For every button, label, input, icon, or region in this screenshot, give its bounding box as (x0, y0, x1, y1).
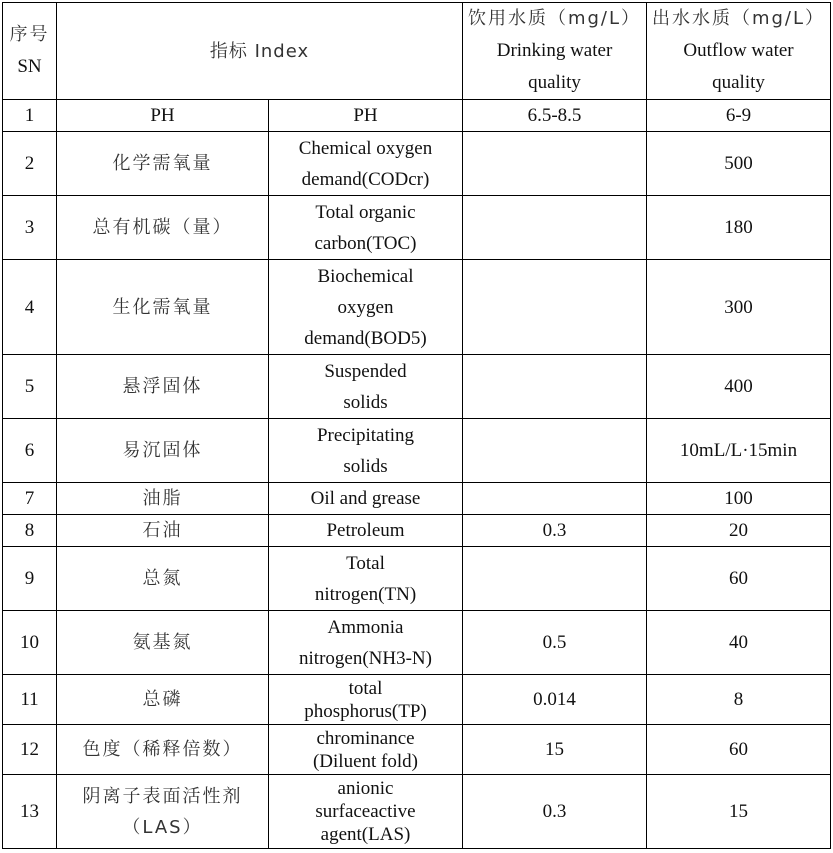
row-drinking: 0.5 (463, 611, 647, 675)
row-index-en-line: Chemical oxygen (298, 137, 433, 159)
row-index-zh: 色度（稀释倍数） (57, 725, 269, 775)
row-index-zh-line: （LAS） (122, 816, 203, 838)
row-index-en-line: Biochemical (317, 265, 414, 287)
row-index-en (269, 196, 463, 260)
table-row (3, 355, 831, 419)
row-sn: 2 (3, 132, 57, 196)
table-row (3, 419, 831, 483)
row-index-en-line: demand(CODcr) (301, 168, 430, 190)
row-index-en-line: solids (343, 455, 388, 477)
row-index-en (269, 260, 463, 355)
row-index-zh: 悬浮固体 (57, 355, 269, 419)
row-outflow: 10mL/L·15min (647, 419, 831, 483)
row-sn: 13 (3, 775, 57, 849)
row-index-zh (57, 775, 269, 849)
table-row (3, 547, 831, 611)
row-index-en (269, 419, 463, 483)
row-sn: 7 (3, 483, 57, 515)
row-drinking: 0.3 (463, 515, 647, 547)
row-outflow: 60 (647, 725, 831, 775)
row-index-en-line: Petroleum (326, 520, 405, 541)
header-drinking-en2: quality (528, 72, 581, 93)
row-outflow: 180 (647, 196, 831, 260)
row-outflow: 60 (647, 547, 831, 611)
header-outflow (647, 3, 831, 100)
header-outflow-en2: quality (712, 72, 765, 93)
row-drinking (463, 483, 647, 515)
row-outflow: 15 (647, 775, 831, 849)
row-index-zh: 化学需氧量 (57, 132, 269, 196)
row-sn: 10 (3, 611, 57, 675)
row-index-zh: 生化需氧量 (57, 260, 269, 355)
row-outflow: 6-9 (647, 100, 831, 132)
row-index-en (269, 515, 463, 547)
row-index-en-line: oxygen (337, 296, 394, 318)
row-index-en-line: Ammonia (327, 616, 404, 638)
row-index-zh-line: 阴离子表面活性剂 (82, 785, 243, 807)
row-index-en (269, 132, 463, 196)
row-index-en-line: Suspended (324, 360, 407, 382)
row-index-en (269, 547, 463, 611)
table-row (3, 515, 831, 547)
table-row (3, 775, 831, 849)
header-row (3, 3, 831, 100)
table-row (3, 196, 831, 260)
header-sn (3, 3, 57, 100)
row-outflow: 8 (647, 675, 831, 725)
row-outflow: 300 (647, 260, 831, 355)
row-drinking (463, 547, 647, 611)
row-index-zh: 易沉固体 (57, 419, 269, 483)
row-drinking (463, 260, 647, 355)
row-outflow: 100 (647, 483, 831, 515)
table-row (3, 725, 831, 775)
row-index-en-line: phosphorus(TP) (304, 700, 427, 722)
row-index-zh: 总磷 (57, 675, 269, 725)
row-drinking: 6.5-8.5 (463, 100, 647, 132)
row-sn: 11 (3, 675, 57, 725)
row-outflow: 500 (647, 132, 831, 196)
row-sn: 12 (3, 725, 57, 775)
header-outflow-en1: Outflow water (683, 40, 794, 61)
row-sn: 9 (3, 547, 57, 611)
header-outflow-zh: 出水水质（mg/L） (651, 8, 826, 29)
row-index-en-line: nitrogen(TN) (314, 583, 417, 605)
table-row (3, 611, 831, 675)
row-index-zh: PH (57, 100, 269, 132)
row-sn: 3 (3, 196, 57, 260)
row-index-en-line: Oil and grease (310, 488, 421, 509)
row-sn: 5 (3, 355, 57, 419)
row-sn: 4 (3, 260, 57, 355)
row-outflow: 400 (647, 355, 831, 419)
row-index-en-line: chrominance (316, 727, 415, 749)
table-row (3, 675, 831, 725)
row-outflow: 20 (647, 515, 831, 547)
row-index-en-line: (Diluent fold) (312, 750, 418, 772)
table-row (3, 260, 831, 355)
row-index-en (269, 355, 463, 419)
row-index-en-line: PH (353, 105, 378, 126)
header-drinking-en1: Drinking water (496, 40, 613, 61)
row-index-zh: 氨基氮 (57, 611, 269, 675)
row-index-en-line: demand(BOD5) (304, 327, 427, 349)
row-sn: 6 (3, 419, 57, 483)
water-quality-table (2, 2, 831, 849)
row-index-en-line: solids (343, 391, 388, 413)
row-index-en-line: agent(LAS) (320, 824, 411, 845)
row-drinking (463, 196, 647, 260)
row-index-en (269, 725, 463, 775)
row-outflow: 40 (647, 611, 831, 675)
row-index-en-line: anionic (337, 778, 394, 799)
row-index-zh: 总有机碳（量） (57, 196, 269, 260)
header-drinking-zh: 饮用水质（mg/L） (467, 8, 642, 29)
row-index-en (269, 100, 463, 132)
row-drinking: 0.3 (463, 775, 647, 849)
row-index-en-line: Total organic (315, 201, 416, 223)
row-drinking: 15 (463, 725, 647, 775)
row-drinking (463, 132, 647, 196)
row-drinking: 0.014 (463, 675, 647, 725)
row-sn: 8 (3, 515, 57, 547)
row-index-en (269, 483, 463, 515)
row-index-en-line: surfaceactive (315, 801, 416, 822)
row-index-zh: 油脂 (57, 483, 269, 515)
header-index (57, 3, 463, 100)
row-sn: 1 (3, 100, 57, 132)
header-drinking (463, 3, 647, 100)
row-index-en (269, 611, 463, 675)
row-drinking (463, 419, 647, 483)
row-index-en-line: carbon(TOC) (314, 232, 417, 254)
row-index-en-line: Total (346, 552, 385, 574)
row-index-en-line: nitrogen(NH3-N) (299, 647, 432, 669)
row-index-en (269, 775, 463, 849)
row-drinking (463, 355, 647, 419)
header-sn-en: SN (17, 56, 42, 77)
row-index-zh: 总氮 (57, 547, 269, 611)
header-index-label: 指标 Index (209, 40, 310, 62)
table-row (3, 132, 831, 196)
table-row (3, 100, 831, 132)
header-sn-zh: 序号 (9, 24, 50, 45)
table-row (3, 483, 831, 515)
row-index-en-line: total (348, 677, 383, 699)
row-index-zh: 石油 (57, 515, 269, 547)
row-index-en-line: Precipitating (316, 424, 415, 446)
row-index-en (269, 675, 463, 725)
